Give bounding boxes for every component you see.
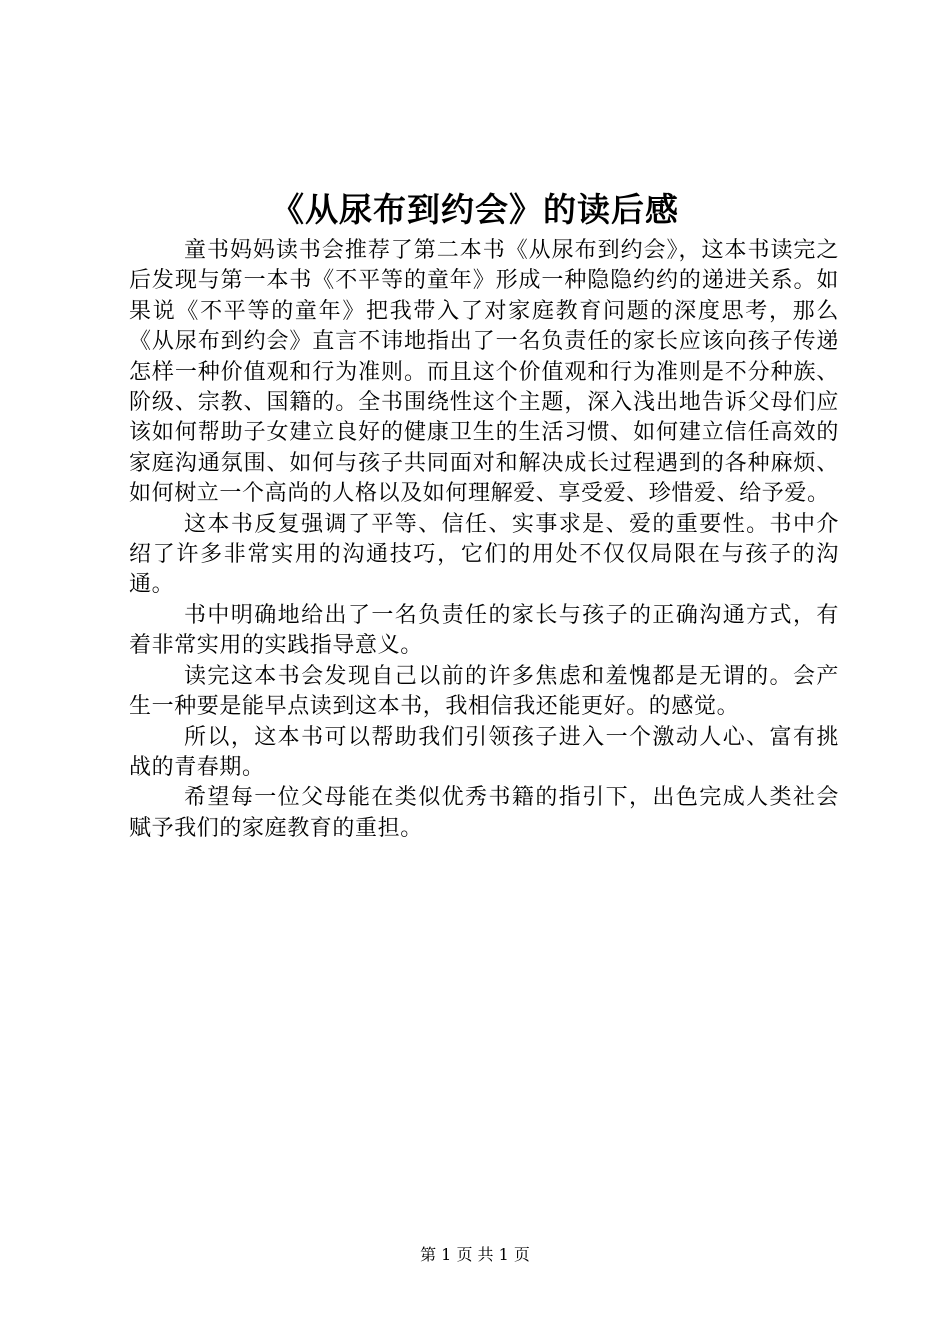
paragraph-1: 童书妈妈读书会推荐了第二本书《从尿布到约会》，这本书读完之后发现与第一本书《不平等的童年》形成一种隐隐约约的递进关系。如果说《不平等的童年》把我带入了对家庭教育问题的深度思考，那么《从尿布到约会》直言不讳地指出了一名负责任的家长应该向孩子传递怎样一种价值观和行为准则。而且这个价值观和行为准则是不分种族、阶级、宗教、国籍的。全书围绕性这个主题，深入浅出地告诉父母们应该如何帮助子女建立良好的健康卫生的生活习惯、如何建立信任高效的家庭沟通氛围、如何与孩子共同面对和解决成长过程遇到的各种麻烦、如何树立一个高尚的人格以及如何理解爱、享受爱、珍惜爱、给予爱。 xyxy=(129,238,839,507)
document-title: 《从尿布到约会》的读后感 xyxy=(271,190,679,229)
document-body xyxy=(129,236,839,844)
paragraph-5: 所以，这本书可以帮助我们引领孩子进入一个激动人心、富有挑战的青春期。 xyxy=(129,724,839,780)
paragraph-6: 希望每一位父母能在类似优秀书籍的指引下，出色完成人类社会赋予我们的家庭教育的重担。 xyxy=(129,785,839,841)
paragraph-3: 书中明确地给出了一名负责任的家长与孩子的正确沟通方式，有着非常实用的实践指导意义。 xyxy=(129,602,839,659)
paragraph-4: 读完这本书会发现自己以前的许多焦虑和羞愧都是无谓的。会产生一种要是能早点读到这本书，我相信我还能更好。的感觉。 xyxy=(129,663,839,720)
page-footer: 第 1 页 共 1 页 xyxy=(420,1245,530,1264)
paragraph-2: 这本书反复强调了平等、信任、实事求是、爱的重要性。书中介绍了许多非常实用的沟通技巧，它们的用处不仅仅局限在与孩子的沟通。 xyxy=(129,511,839,598)
